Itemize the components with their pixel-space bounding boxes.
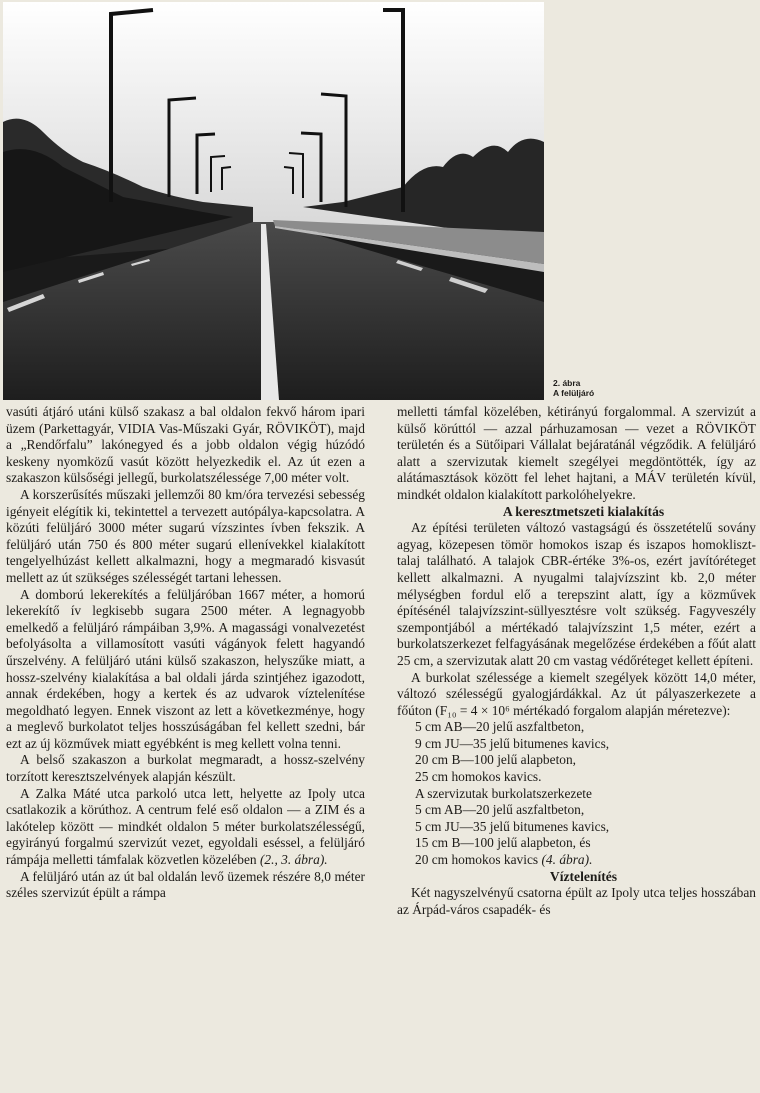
section-heading: A keresztmetszeti kialakítás [502,503,665,519]
paragraph: vasúti átjáró utáni külső szakasz a bal oldalon fekvő három ipari üzem (Parkettagyár, VIDIA Vas-Műszaki Gyár, RÖVIKÖT), majd a „Rendőrfalu” lakónegyed és a jobb oldalon végig húzódó keskeny nyomközű vasút között helyezkedik el. Az út ezen a szakaszon külsőségi jellegű, burkolatszélessége 7,00 méter volt. [6,404,365,486]
list-item: 5 cm AB—20 jelű aszfaltbeton, [415,802,585,818]
figure-number: 2. ábra [553,378,581,388]
paragraph [6,786,365,869]
paragraph: Az építési területen változó vastagságú és összetételű sovány agyag, közepesen tömör homokos iszap és iszapos homokliszt-talaj található. A talajok CBR-értéke 3%-os, ezért javítóréteget kellett alkalmazni. A nyugalmi talajvízszint kb. 2,0 méter mélységben fordul elő a terepszint alatt, így a közművek építésénél talajvízszint-süllyesztésre volt szükség. Fagyveszély szempontjából a mértékadó talajvízszint 1,5 méter, ezért a burkolatszerkezet felfagyásának megelőzése érdekében a főút alatt 25 cm, a szervizutak alatt 20 cm vastag védőréteget kellett építeni. [397,520,756,668]
figure-reference: (2., 3. ábra). [259,852,328,868]
pavement-layers-main [397,719,756,868]
paragraph: Két nagyszelvényű csatorna épült az Ipoly utca teljes hosszában az Árpád-város csapadék- és [397,885,756,917]
list-item: 5 cm JU—35 jelű bitumenes kavics, [415,818,610,834]
paragraph: melletti támfal közelében, kétirányú forgalommal. A szervizút a külső körúttól — azzal párhuzamosan — vezet a RÖVIKÖT területén és a Sütőipari Vállalat bejáratánál végződik. A felüljáró alatt a szervizutak kiemelt szegélyei megdöntötték, így az alátámasztások között fel lehet hajtani, a MÁV területén kívül, mindkét oldalon kialakított parkolóhelyekre. [397,404,756,502]
left-column [6,404,365,902]
paragraph: A korszerűsítés műszaki jellemzői 80 km/óra tervezési sebesség igényeit elégítik ki, tekintettel a tervezett autópálya-kapcsolatra. A közúti felüljáró 3000 méter sugarú vízszintes ívben fekszik. A felüljáró után 750 és 800 méter sugarú ellenívekkel kialakított tengelyelhúzást kellett alkalmazni, hogy a megmaradó kisvasút mellett az út szükséges szélességét tartani lehessen. [6,486,365,585]
list-item: 25 cm homokos kavics. [415,769,542,785]
road-overpass-photo [3,2,544,400]
paragraph: A felüljáró után az út bal oldalán levő üzemek részére 8,0 méter széles szervizút épült a rámpa [6,868,365,901]
list-item [415,852,756,869]
paragraph: A belső szakaszon a burkolat megmaradt, a hossz-szelvény torzított keresztszelvények alapján készült. [6,752,365,785]
list-item: 5 cm AB—20 jelű aszfaltbeton, [415,719,585,735]
figure-title: A felüljáró [553,388,595,398]
paragraph: A burkolat szélessége a kiemelt szegélyek között 14,0 méter, változó szélességű gyalogjárdákkal. Az út pályaszerkezete a főúton (F₁₀ = 4 × 10⁶ mértékadó forgalom alapján méretezve): [397,669,756,718]
figure-caption [553,378,653,398]
right-column [397,404,756,918]
figure-reference: (4. ábra). [541,852,593,868]
list-subheading: A szervizutak burkolatszerkezete [415,785,592,801]
section-heading: Víztelenítés [549,868,618,884]
list-item: 20 cm B—100 jelű alapbeton, [415,752,577,768]
list-item-text: 20 cm homokos kavics [415,852,539,868]
list-item: 9 cm JU—35 jelű bitumenes kavics, [415,735,610,751]
paragraph-text: A Zalka Máté utca parkoló utca lett, helyette az Ipoly utca csatlakozik a körúthoz. A centrum felé eső oldalon — a ZIM és a lakótelep között — mindkét oldalon 5 méter burkolatszélességű, egyirányú forgalmú szervizút vezet, egyoldali eséssel, a felüljáró rámpája melletti támfalak közvetlen közelében [6,785,365,868]
photo-illustration [3,2,544,400]
paragraph: A domború lekerekítés a felüljáróban 1667 méter, a homorú lekerekítő ív legkisebb sugara 2500 méter. A legnagyobb emelkedő a felüljáró rámpáiban 3,9%. A magassági vonalvezetést befolyásolta a villamosított vasúti vágányok felett hagyandó űrszelvény. A felüljáró utáni külső szakaszon, helyszűke miatt, a hossz-szelvény kialakítása a bal oldali járda szintjéhez igazodott, annak érdekében, hogy a kertek és az udvarok víztelenítése megoldható legyen. Ennek viszont az lett a következménye, hogy a meglevő burkolatot teljes hosszúságában fel kellett szedni, bár ezt az új közművek miatt egyébként is meg kellett volna tenni. [6,586,365,751]
list-item: 15 cm B—100 jelű alapbeton, és [415,835,591,851]
